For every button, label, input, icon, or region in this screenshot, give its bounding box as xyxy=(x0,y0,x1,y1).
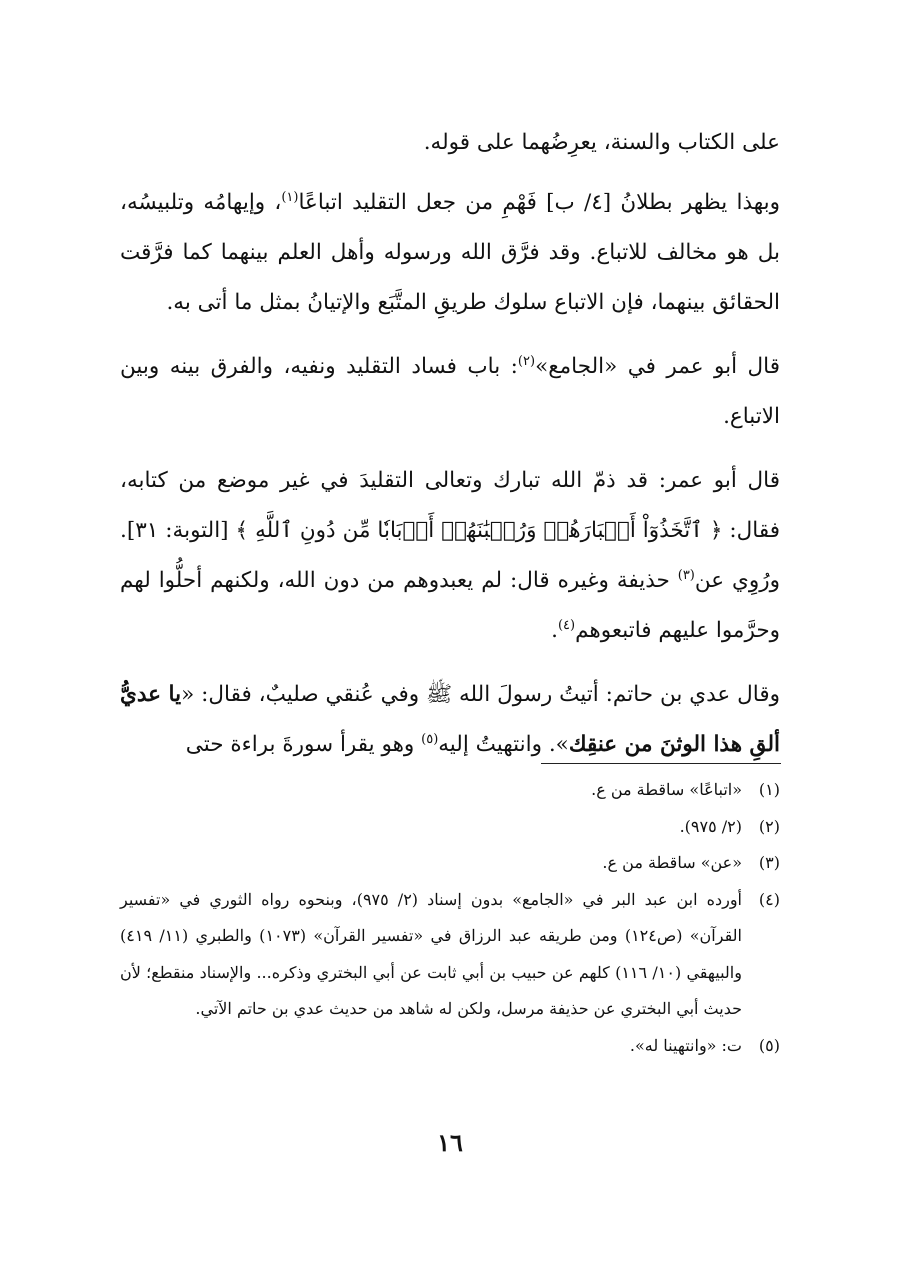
paragraph-4-text-a: قال أبو عمر: قد ذمّ الله تبارك وتعالى التقليدَ في غير موضع من كتابه، فقال: ﴿ ٱتَّخَذُوٓاْ أَحۡبَارَهُمۡ وَرُهۡبَٰنَهُمۡ أَرۡبَابٗا مِّن دُونِ ٱللَّهِ ﴾ [التوبة: ٣١]. ورُوِي عن xyxy=(120,468,780,593)
paragraph-1 xyxy=(120,118,780,168)
footnote-ref-2[interactable]: (٢) xyxy=(517,353,536,369)
paragraph-3-text-a: قال أبو عمر في «الجامع» xyxy=(535,354,781,379)
footnote-number: (٥) xyxy=(758,1035,780,1055)
footnote-4 xyxy=(120,882,780,1028)
footnotes-section xyxy=(120,772,780,1064)
page-body xyxy=(120,118,780,784)
footnote-text: «اتباعًا» ساقطة من ع. xyxy=(591,780,742,799)
footnote-number: (٢) xyxy=(758,816,780,836)
footnote-3 xyxy=(120,845,780,882)
paragraph-4-text-c: . xyxy=(551,618,558,643)
footnote-number: (١) xyxy=(758,780,780,799)
paragraph-2-text-b: ، وإيهامُه وتلبيسُه، بل هو مخالف للاتباع. وقد فرَّق الله ورسوله وأهل العلم بينهما كما فرَّقت الحقائق بينهما، فإن الاتباع سلوك طريقِ المتَّبَع والإتيانُ بمثل ما أتى به. xyxy=(120,190,780,315)
footnote-ref-3[interactable]: (٣) xyxy=(677,567,695,583)
footnote-1 xyxy=(120,772,780,809)
paragraph-1-text: على الكتاب والسنة، يعرِضُهما على قوله. xyxy=(423,130,780,155)
footnote-text: ت: «وانتهينا له». xyxy=(629,1035,742,1055)
footnote-divider xyxy=(541,763,781,764)
footnote-2 xyxy=(120,809,780,846)
paragraph-2 xyxy=(120,178,780,328)
paragraph-2-text-a: وبهذا يظهر بطلانُ [٤/ ب] فَهْمِ من جعل التقليد اتباعًا xyxy=(298,190,780,215)
paragraph-5-text-b: ». وانتهيتُ إليه xyxy=(438,732,569,757)
paragraph-4 xyxy=(120,456,780,656)
paragraph-4-text-b: حذيفة وغيره قال: لم يعبدوهم من دون الله، ولكنهم أحلُّوا لهم وحرَّموا عليهم فاتبعوهم xyxy=(120,568,780,643)
footnote-text: (٢/ ٩٧٥). xyxy=(679,816,742,836)
footnote-ref-1[interactable]: (١) xyxy=(281,189,299,205)
paragraph-3 xyxy=(120,342,780,442)
footnote-number: (٣) xyxy=(758,853,780,872)
footnote-text: أورده ابن عبد البر في «الجامع» بدون إسناد (٢/ ٩٧٥)، وبنحوه رواه الثوري في «تفسير القرآن» (ص١٢٤) ومن طريقه عبد الرزاق في «تفسير القرآن» (١٠٧٣) والطبري (١١/ ٤١٩) والبيهقي (١٠/ ١١٦) كلهم عن حبيب بن أبي ثابت عن أبي البختري وذكره... والإسناد منقطع؛ لأن حديث أبي البختري عن حذيفة مرسل، ولكن له شاهد من حديث عدي بن حاتم الآتي. xyxy=(120,889,742,1018)
footnote-ref-5[interactable]: (٥) xyxy=(421,731,439,747)
paragraph-5-text-c: وهو يقرأ سورةَ براءة حتى xyxy=(185,732,422,757)
footnote-number: (٤) xyxy=(758,889,780,909)
hadith-quote: يا عديُّ ألقِ هذا الوثنَ من عنقِك xyxy=(120,682,780,757)
paragraph-5-text-a: وقال عدي بن حاتم: أتيتُ رسولَ الله ﷺ وفي عُنقي صليبٌ، فقال: « xyxy=(181,682,780,707)
footnote-5 xyxy=(120,1028,780,1065)
footnote-ref-4[interactable]: (٤) xyxy=(557,617,576,633)
footnote-text: «عن» ساقطة من ع. xyxy=(602,853,742,872)
page-number: ١٦ xyxy=(437,1128,463,1157)
paragraph-3-text-b: : باب فساد التقليد ونفيه، والفرق بينه وبين الاتباع. xyxy=(120,354,780,429)
paragraph-5 xyxy=(120,670,780,770)
